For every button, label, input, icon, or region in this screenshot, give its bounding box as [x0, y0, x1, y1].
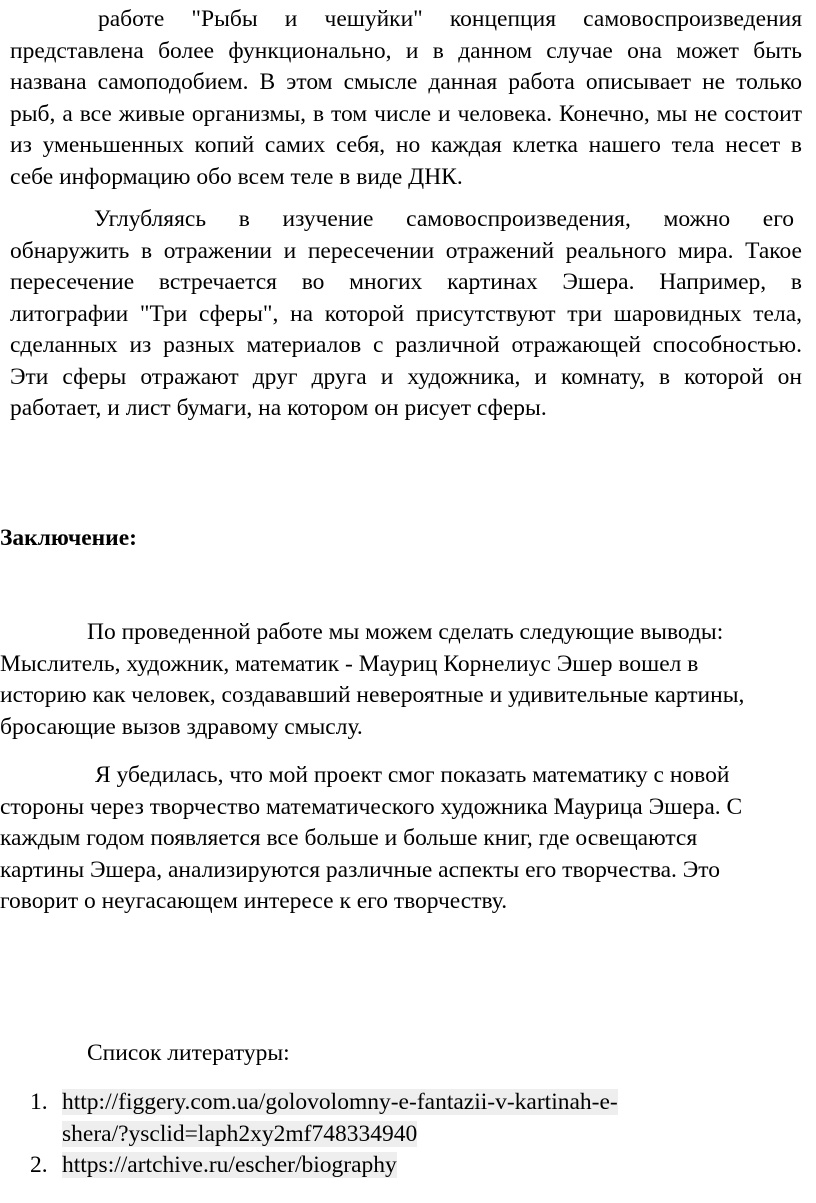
reference-link-text[interactable]: http://figgery.com.ua/golovolomny-e-fantazii-v-kartinah-e-	[62, 1089, 618, 1115]
text-line: Я убедилась, что мой проект смог показать математику с новой	[95, 762, 730, 788]
paragraph-reflections	[10, 204, 802, 425]
conclusion-paragraph-1	[0, 617, 810, 743]
text-line: обнаружить в отражении и пересечении отражений реального мира. Такое	[10, 237, 802, 264]
text-line: говорит о неугасающем интересе к его творчеству.	[0, 888, 508, 914]
conclusion-heading: Заключение:	[0, 525, 137, 551]
text-line: По проведенной работе мы можем сделать следующие выводы:	[87, 619, 724, 645]
reference-number: 1.	[30, 1089, 48, 1115]
reference-link[interactable]	[62, 1087, 618, 1119]
reference-link[interactable]	[62, 1150, 618, 1182]
text-line: работе "Рыбы и чешуйки" концепция самовоспроизведения	[98, 6, 802, 32]
text-line: каждым годом появляется все больше и больше книг, где освещаются	[0, 825, 698, 851]
text-line: рыб, а все живые организмы, в том числе и человека. Конечно, мы не состоит	[10, 100, 802, 127]
text-line: стороны через творчество математического художника Маурица Эшера. С	[0, 793, 743, 820]
text-line: Мыслитель, художник, математик - Мауриц Корнелиус Эшер вошел в	[0, 650, 699, 677]
reference-link-text[interactable]: shera/?ysclid=laph2xy2mf748334940	[62, 1120, 418, 1147]
text-line: бросающие вызов здравому смыслу.	[0, 713, 363, 740]
text-line: себе информацию обо всем теле в виде ДНК.	[10, 163, 463, 190]
paragraph-self-similarity	[10, 4, 802, 193]
references-list	[30, 1087, 618, 1182]
text-line: пересечение встречается во многих картинах Эшера. Например, в	[10, 269, 802, 295]
conclusion-paragraph-2	[0, 760, 810, 918]
reference-item	[30, 1087, 618, 1150]
text-line: картины Эшера, анализируются различные аспекты его творчества. Это	[0, 856, 721, 883]
text-line: названа самоподобием. В этом смысле данная работа описывает не только	[10, 69, 802, 95]
reference-number: 2.	[30, 1152, 48, 1178]
text-line: Эти сферы отражают друг друга и художника, и комнату, в которой он	[10, 363, 802, 390]
text-line: работает, и лист бумаги, на котором он рисует сферы.	[10, 395, 547, 421]
text-line: из уменьшенных копий самих себя, но каждая клетка нашего тела несет в	[10, 132, 802, 158]
reference-item	[30, 1150, 618, 1182]
text-line: литографии "Три сферы", на которой присутствуют три шаровидных тела,	[10, 300, 802, 327]
references-heading: Список литературы:	[87, 1040, 290, 1066]
text-line: историю как человек, создававший невероятные и удивительные картины,	[0, 682, 745, 708]
text-line: представлена более функционально, и в данном случае она может быть	[10, 37, 802, 64]
reference-link-continued[interactable]	[62, 1119, 618, 1151]
text-line: сделанных из разных материалов с различной отражающей способностью.	[10, 332, 802, 358]
reference-link-text[interactable]: https://artchive.ru/escher/biography	[62, 1152, 397, 1178]
text-line: Углубляясь в изучение самовоспроизведения, можно его	[94, 206, 794, 232]
